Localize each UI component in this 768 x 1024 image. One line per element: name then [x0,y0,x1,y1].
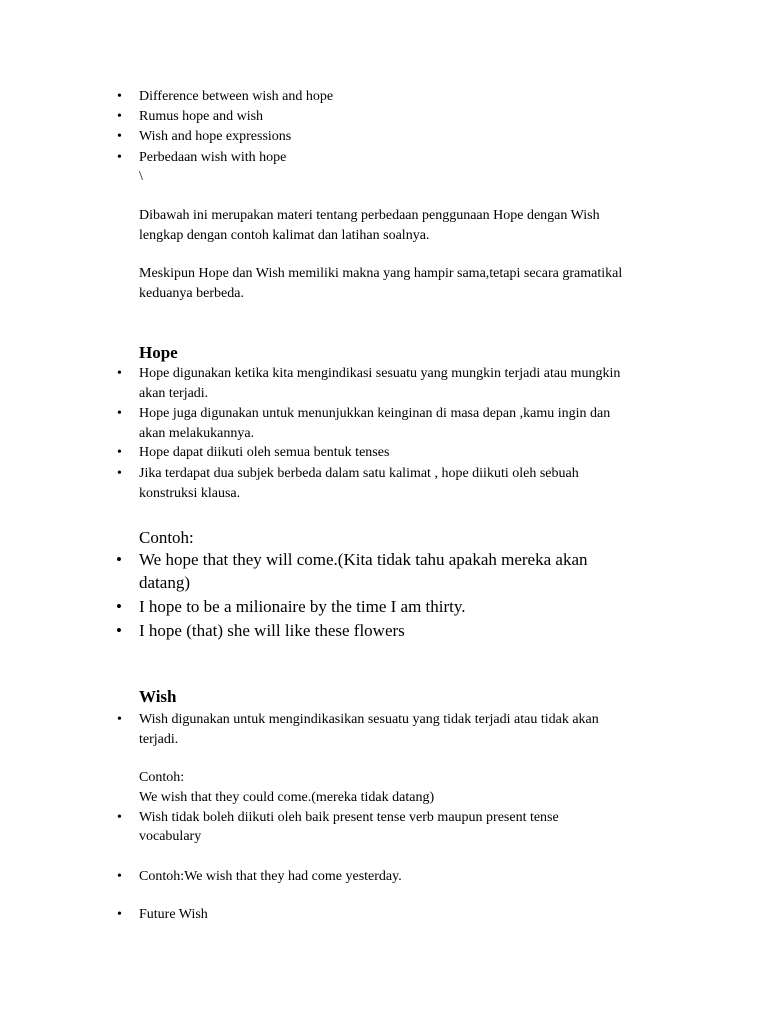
wish-heading: Wish [139,687,177,706]
intro-paragraph-line: keduanya berbeda. [139,286,244,301]
intro-list-item: Difference between wish and hope [139,89,334,104]
hope-point-line: Hope digunakan ketika kita mengindikasi sesuatu yang mungkin terjadi atau mungkin [139,366,621,381]
intro-list-item: Rumus hope and wish [139,109,264,124]
bullet-marker: • [117,466,122,481]
hope-point-line: Hope juga digunakan untuk menunjukkan keinginan di masa depan ,kamu ingin dan [139,406,611,421]
wish-example-label: Contoh: [139,770,185,785]
intro-list-item: Wish and hope expressions [139,129,292,144]
hope-point-line: Hope dapat diikuti oleh semua bentuk tenses [139,445,390,460]
bullet-marker: • [117,810,122,825]
wish-example-line: We wish that they could come.(mereka tidak datang) [139,790,435,805]
bullet-marker: • [117,129,122,144]
bullet-marker: • [117,869,122,884]
bullet-marker: • [117,445,122,460]
wish-point-line: terjadi. [139,732,179,747]
bullet-marker: • [117,89,122,104]
bullet-marker: • [117,109,122,124]
bullet-marker: • [117,366,122,381]
hope-point-line: akan melakukannya. [139,426,255,441]
bullet-marker: • [117,150,122,165]
intro-list-item: Perbedaan wish with hope [139,150,287,165]
hope-example-line: datang) [139,573,190,592]
hope-point-line: Jika terdapat dua subjek berbeda dalam satu kalimat , hope diikuti oleh sebuah [139,466,579,481]
hope-example-label: Contoh: [139,528,194,547]
hope-point-line: akan terjadi. [139,386,209,401]
bullet-marker: • [117,712,122,727]
intro-paragraph-line: Meskipun Hope dan Wish memiliki makna yang hampir sama,tetapi secara gramatikal [139,266,623,281]
hope-heading: Hope [139,343,178,362]
wish-point-line: Future Wish [139,907,208,922]
wish-point-line: Wish digunakan untuk mengindikasikan sesuatu yang tidak terjadi atau tidak akan [139,712,599,727]
intro-paragraph-line: Dibawah ini merupakan materi tentang perbedaan penggunaan Hope dengan Wish [139,208,600,223]
intro-paragraph-line: lengkap dengan contoh kalimat dan latihan soalnya. [139,228,430,243]
wish-point-line: Contoh:We wish that they had come yesterday. [139,869,402,884]
wish-point-line: Wish tidak boleh diikuti oleh baik present tense verb maupun present tense [139,810,559,825]
hope-example-line: I hope (that) she will like these flowers [139,621,405,640]
bullet-marker: • [116,621,122,640]
bullet-marker: • [116,550,122,569]
bullet-marker: • [116,597,122,616]
hope-example-line: We hope that they will come.(Kita tidak tahu apakah mereka akan [139,550,588,569]
stray-backslash: \ [139,169,143,184]
bullet-marker: • [117,406,122,421]
hope-example-line: I hope to be a milionaire by the time I am thirty. [139,597,466,616]
hope-point-line: konstruksi klausa. [139,486,241,501]
bullet-marker: • [117,907,122,922]
wish-point-line: vocabulary [139,829,202,844]
